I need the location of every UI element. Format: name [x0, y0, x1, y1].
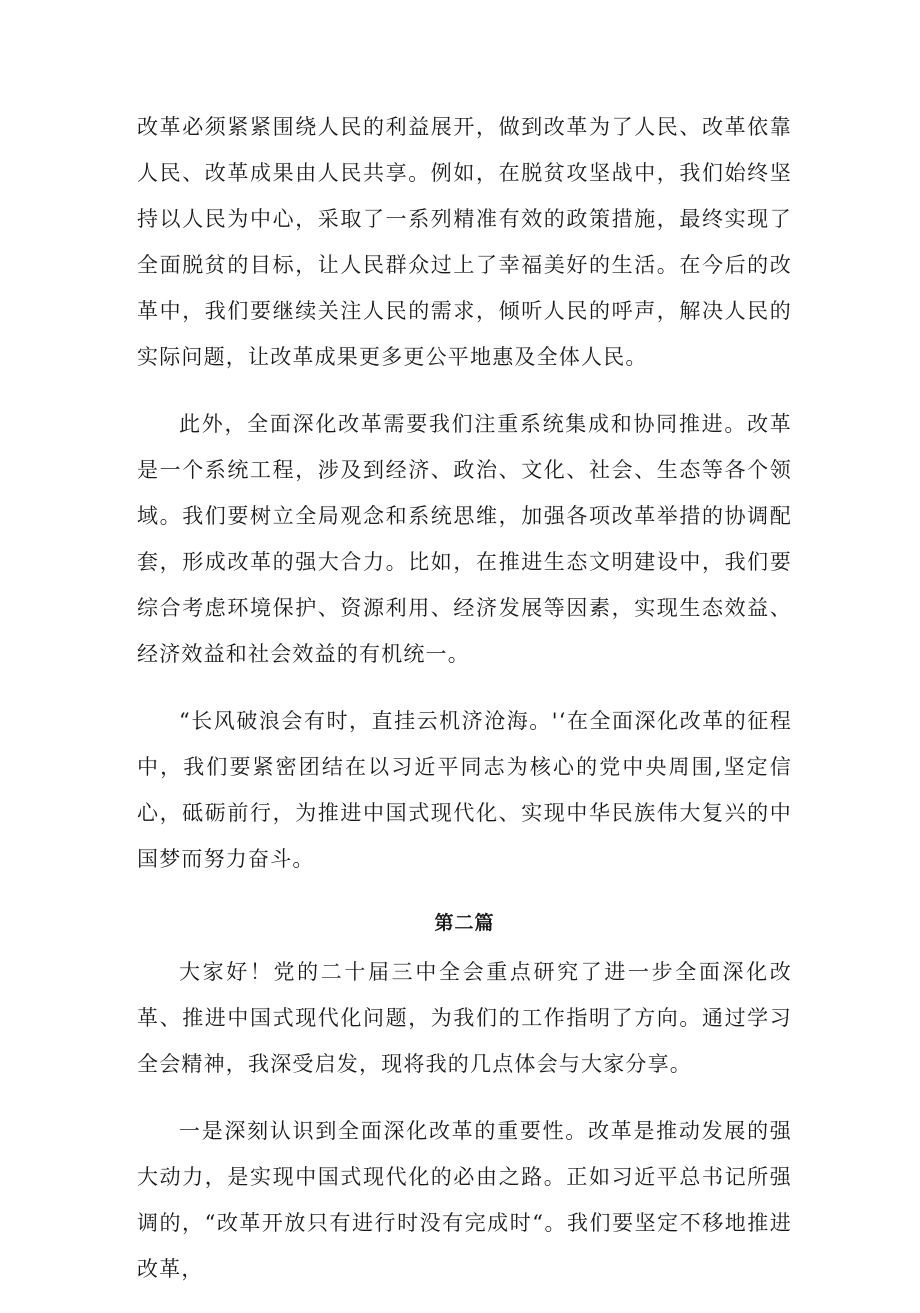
paragraph-3: “长风破浪会有时，直挂云机济沧海。'‘在全面深化改革的征程中，我们要紧密团结在以习近平同志为核心的党中央周围,坚定信心，砥砺前行，为推进中国式现代化、实现中华民族伟大复兴的中国梦而努力奋斗。	[137, 709, 792, 871]
paragraph-1: 改革必须紧紧围绕人民的利益展开，做到改革为了人民、改革依靠人民、改革成果由人民共享。例如，在脱贫攻坚战中，我们始终坚持以人民为中心，采取了一系列精准有效的政策措施，最终实现了全面脱贫的目标，让人民群众过上了幸福美好的生活。在今后的改革中，我们要继续关注人民的需求，倾听人民的呼声，解决人民的实际问题，让改革成果更多更公平地惠及全体人民。	[137, 115, 792, 369]
section-title: 第二篇	[434, 912, 495, 934]
paragraph-2: 此外，全面深化改革需要我们注重系统集成和协同推进。改革是一个系统工程，涉及到经济、政治、文化、社会、生态等各个领域。我们要树立全局观念和系统思维，加强各项改革举措的协调配套，形成改革的强大合力。比如，在推进生态文明建设中，我们要综合考虑环境保护、资源利用、经济发展等因素，实现生态效益、经济效益和社会效益的有机统一。	[137, 412, 792, 666]
document-page	[137, 104, 792, 1313]
paragraph-4: 大家好！党的二十届三中全会重点研究了进一步全面深化改革、推进中国式现代化问题，为我们的工作指明了方向。通过学习全会精神，我深受启发，现将我的几点体会与大家分享。	[137, 960, 792, 1076]
paragraph-5: 一是深刻认识到全面深化改革的重要性。改革是推动发展的强大动力，是实现中国式现代化的必由之路。正如习近平总书记所强调的，“改革开放只有进行时没有完成时“。我们要坚定不移地推进改革，	[137, 1119, 792, 1281]
